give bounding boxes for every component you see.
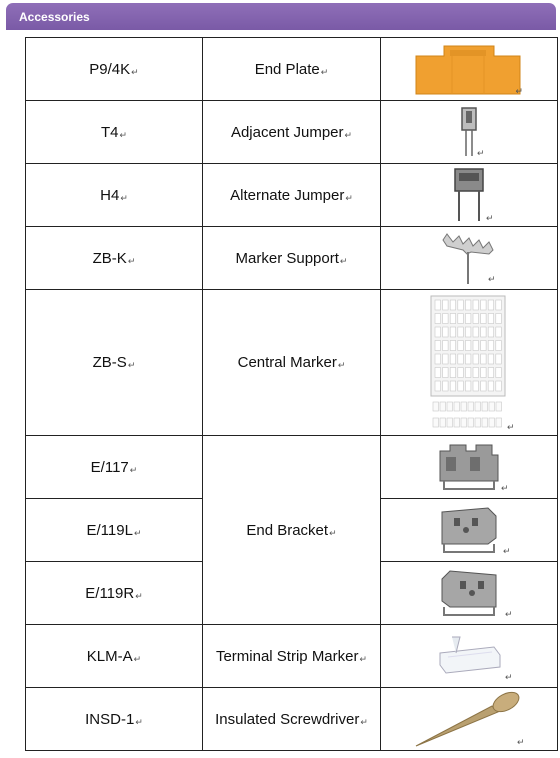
paragraph-mark: ↵ [133,527,142,538]
part-number-cell [26,436,203,499]
image-cell [381,688,558,751]
central-marker-sheet-icon [429,294,509,432]
paragraph-mark: ↵ [337,360,346,370]
image-cell [381,101,558,164]
table-row [26,625,558,688]
end-plate-icon [414,42,524,96]
part-number: E/119L [86,521,133,539]
image-cell [381,499,558,562]
end-bracket-icon [436,441,502,493]
part-number: KLM-A [86,647,133,665]
end-bracket-icon [438,504,500,556]
paragraph-mark: ↵ [486,213,494,223]
paragraph-mark: ↵ [359,653,368,664]
description-cell [203,101,381,164]
paragraph-mark: ↵ [127,255,136,266]
image-cell [381,290,558,436]
alternate-jumper-icon [452,167,486,223]
insulated-screwdriver-icon [414,690,524,748]
part-number-cell [26,625,203,688]
adjacent-jumper-icon [459,106,479,158]
description: Terminal Strip Marker [215,647,359,665]
part-number-cell [26,290,203,436]
paragraph-mark: ↵ [129,464,138,475]
paragraph-mark: ↵ [505,672,513,682]
table-row [26,290,558,436]
part-number-cell [26,164,203,227]
paragraph-mark: ↵ [329,527,337,538]
image-cell [381,562,558,625]
paragraph-mark: ↵ [344,129,353,140]
paragraph-mark: ↵ [320,66,329,77]
terminal-strip-marker-icon [434,633,504,679]
table-row [26,688,558,751]
part-number-cell [26,38,203,101]
description-cell [203,227,381,290]
end-bracket-icon [438,567,500,619]
part-number: ZB-S [92,354,127,371]
image-cell [381,164,558,227]
description: End Bracket [246,521,329,539]
paragraph-mark: ↵ [477,148,485,158]
paragraph-mark: ↵ [507,422,515,432]
part-number-cell [26,499,203,562]
image-cell [381,227,558,290]
paragraph-mark: ↵ [339,255,348,266]
paragraph-mark: ↵ [119,129,128,140]
part-number: ZB-K [92,249,127,267]
paragraph-mark: ↵ [503,546,511,556]
part-number: T4 [100,123,119,141]
section-header [6,3,556,30]
part-number: E/119R [85,584,135,602]
paragraph-mark: ↵ [120,192,128,203]
table-row [26,164,558,227]
part-number-cell [26,688,203,751]
table-row [26,101,558,164]
description: Alternate Jumper [230,186,345,204]
section-title: Accessories [19,10,90,24]
part-number-cell [26,101,203,164]
paragraph-mark: ↵ [135,590,143,601]
description: End Plate [254,60,320,78]
description: Insulated Screwdriver [215,710,360,728]
table-row [26,38,558,101]
description: Marker Support [235,249,339,267]
part-number-cell [26,562,203,625]
paragraph-mark: ↵ [360,716,368,727]
description-cell [203,38,381,101]
part-number: H4 [100,186,120,204]
paragraph-mark: ↵ [505,609,513,619]
part-number: P9/4K [89,60,131,78]
description: Central Marker [237,354,337,371]
description-cell [203,164,381,227]
paragraph-mark: ↵ [515,86,523,96]
paragraph-mark: ↵ [135,716,143,727]
description-cell [203,625,381,688]
part-number-cell [26,227,203,290]
accessories-table [25,37,558,751]
description-cell [203,436,381,625]
table-row [26,436,558,499]
description-cell [203,290,381,436]
image-cell [381,38,558,101]
paragraph-mark: ↵ [488,274,496,284]
paragraph-mark: ↵ [133,653,142,664]
description-cell [203,688,381,751]
image-cell [381,625,558,688]
part-number: INSD-1 [85,710,135,728]
paragraph-mark: ↵ [345,192,353,203]
image-cell [381,436,558,499]
part-number: E/117 [90,458,129,476]
paragraph-mark: ↵ [127,360,136,370]
paragraph-mark: ↵ [517,737,525,747]
paragraph-mark: ↵ [501,483,509,493]
table-row [26,227,558,290]
description: Adjacent Jumper [230,123,344,141]
paragraph-mark: ↵ [131,66,139,77]
